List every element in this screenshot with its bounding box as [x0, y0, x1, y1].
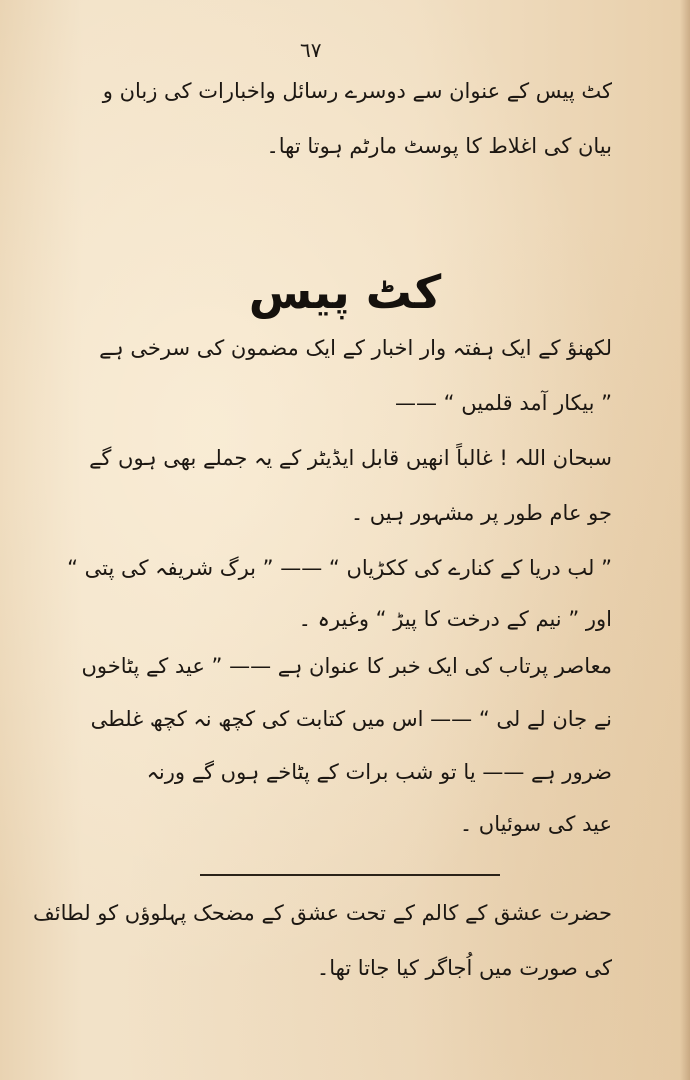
page-number: ٦٧	[300, 38, 322, 62]
body-line: ” بیکار آمد قلمیں “ ——	[394, 391, 612, 415]
body-line: سبحان اللہ ! غالباً انھیں قابل ایڈیٹر کے یہ جملے بھی ہوں گے	[89, 446, 612, 470]
intro-line-2: بیان کی اغلاط کا پوسٹ مارٹم ہوتا تھا۔	[266, 134, 612, 158]
page-edge-shadow	[680, 0, 690, 1080]
body-line: جو عام طور پر مشہور ہیں ۔	[350, 501, 612, 525]
body-line: ضرور ہے —— یا تو شب برات کے پٹاخے ہوں گے ورنہ	[146, 760, 612, 784]
section-heading: کٹ پیس	[248, 265, 442, 319]
body-line: ” لب دریا کے کنارے کی ککڑیاں “ —— ” برگ شریفہ کی پتی “	[67, 556, 612, 580]
intro-line-1: کٹ پیس کے عنوان سے دوسرے رسائل واخبارات کی زبان و	[102, 79, 612, 103]
body-line: اور ” نیم کے درخت کا پیڑ “ وغیرہ ۔	[298, 607, 612, 631]
footer-line-1: حضرت عشق کے کالم کے تحت عشق کے مضحک پہلوؤں کو لطائف	[32, 901, 612, 925]
section-divider	[200, 874, 500, 876]
body-line: معاصر پرتاب کی ایک خبر کا عنوان ہے —— ” عید کے پٹاخوں	[81, 654, 612, 678]
body-line: عید کی سوئیاں ۔	[459, 812, 612, 836]
body-line: نے جان لے لی “ —— اس میں کتابت کی کچھ نہ کچھ غلطی	[90, 707, 612, 731]
footer-line-2: کی صورت میں اُجاگر کیا جاتا تھا۔	[316, 956, 612, 980]
body-line: لکھنؤ کے ایک ہفتہ وار اخبار کے ایک مضمون کی سرخی ہے	[99, 336, 612, 360]
